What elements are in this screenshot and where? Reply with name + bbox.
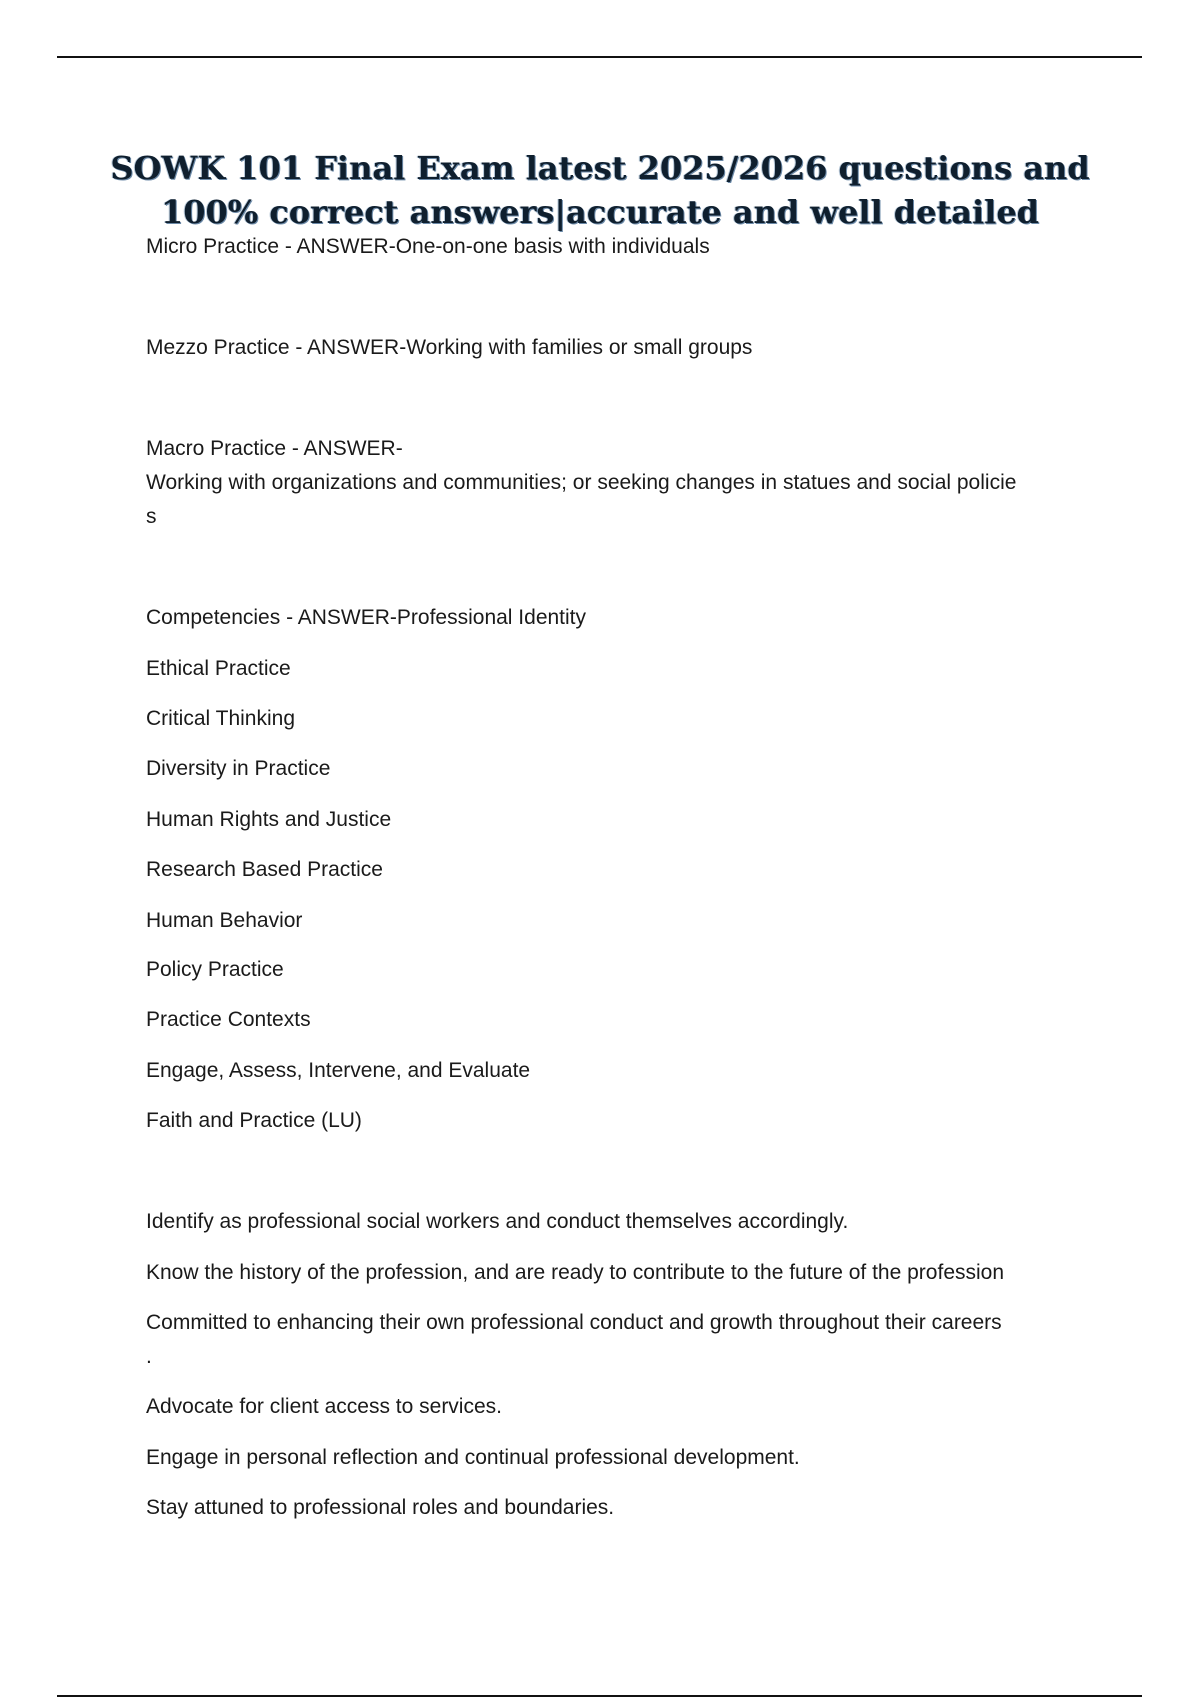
qa-macro-practice-answer: Working with organizations and communities; or seeking changes in statues and social policie: [146, 471, 1017, 494]
competency-item: Practice Contexts: [146, 1008, 311, 1031]
competency-item: Research Based Practice: [146, 858, 383, 881]
competency-item: Faith and Practice (LU): [146, 1109, 362, 1132]
bottom-rule: [57, 1695, 1142, 1697]
qa-competencies: Competencies - ANSWER-Professional Identity: [146, 606, 587, 629]
identity-item: Committed to enhancing their own professional conduct and growth throughout their careers: [146, 1311, 1002, 1334]
competency-item: Ethical Practice: [146, 657, 291, 680]
qa-mezzo-practice: Mezzo Practice - ANSWER-Working with families or small groups: [146, 336, 753, 359]
qa-macro-practice-answer-cont: s: [146, 505, 157, 528]
identity-item: Stay attuned to professional roles and boundaries.: [146, 1496, 615, 1519]
competency-item: Diversity in Practice: [146, 757, 331, 780]
competency-item: Engage, Assess, Intervene, and Evaluate: [146, 1059, 531, 1082]
title-line-2: 100% correct answers|accurate and well detailed: [160, 193, 1040, 231]
competency-item: Human Rights and Justice: [146, 808, 392, 831]
identity-item: Engage in personal reflection and continual professional development.: [146, 1446, 800, 1469]
title-line-1: SOWK 101 Final Exam latest 2025/2026 questions and: [110, 149, 1090, 187]
identity-item-cont: .: [146, 1345, 152, 1368]
page-title: [100, 146, 1100, 234]
competency-item: Critical Thinking: [146, 707, 295, 730]
identity-item: Know the history of the profession, and are ready to contribute to the future of the profession: [146, 1261, 1005, 1284]
identity-item: Identify as professional social workers and conduct themselves accordingly.: [146, 1210, 849, 1233]
qa-macro-practice-question: Macro Practice - ANSWER-: [146, 437, 403, 460]
top-rule: [57, 56, 1142, 58]
competency-item: Human Behavior: [146, 909, 303, 932]
qa-micro-practice: Micro Practice - ANSWER-One-on-one basis with individuals: [146, 235, 710, 258]
identity-item: Advocate for client access to services.: [146, 1395, 502, 1418]
competency-item: Policy Practice: [146, 958, 284, 981]
